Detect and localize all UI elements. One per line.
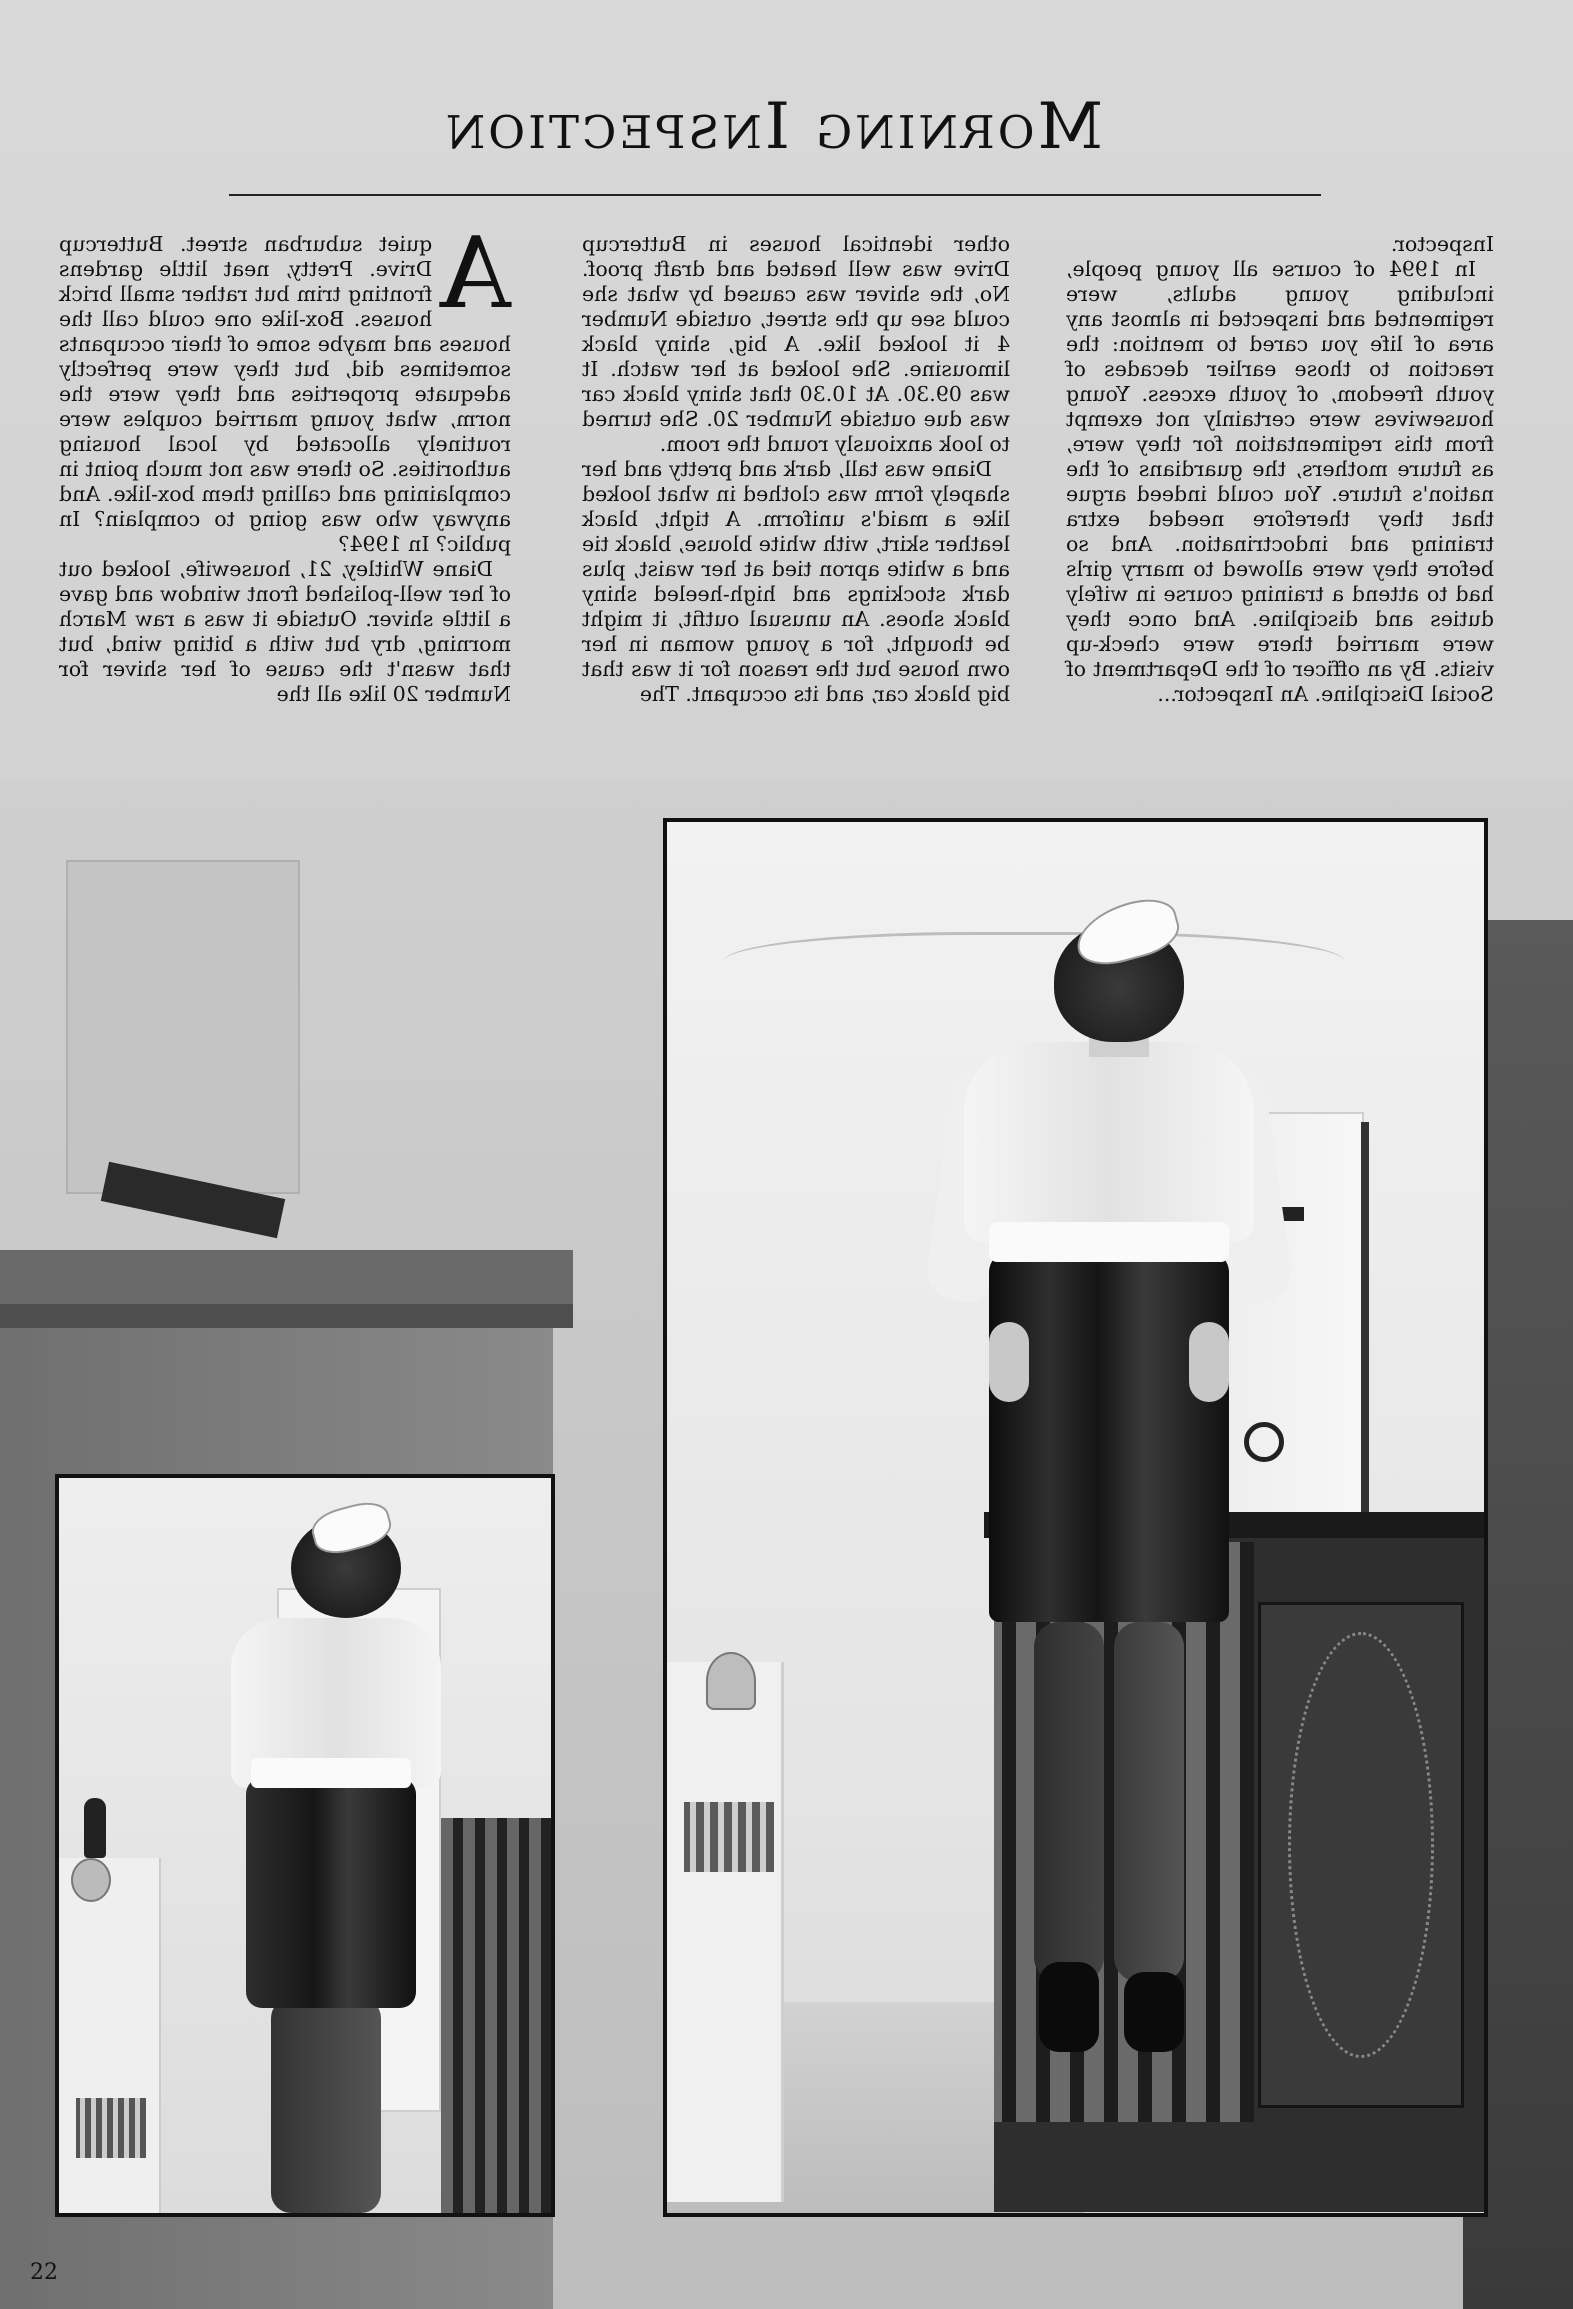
figure-shoe: [1039, 1962, 1099, 2052]
paragraph: In 1994 of course all young people, including young adults, were regimented and inspected in almost any area of life you cared to mention: the reaction to those earlier decades of youth freedom, of youth excess. Young housewives were certainly not exempt from this regimentation for they were, as future mothers, the guardians of the nation's future. You could indeed argue that they therefore needed extra training and indoctrination. And so before they were allowed to marry girls had to attend a training course in wifely duties and discipline. And once they were married there were check-up visits. By an officer of the Department of Social Discipline. An Inspector...: [1066, 257, 1494, 706]
figure-skirt: [246, 1778, 416, 2008]
figure-legs: [271, 1998, 381, 2213]
photo-shelf: [664, 1662, 784, 2202]
paragraph-text: quiet suburban street. Buttercup Drive. Pretty, neat little gardens fronting trim but rather small brick houses. Box-like one could call the houses and maybe some of their occupants sometimes did, but they were perfectly adequate properties and they were the norm, what young married couples were routinely allocated by local housing authorities. So there was not much point in complaining and calling them box-like. And anyway who was going to complain? In public? In 1994?: [59, 232, 511, 556]
photo-books: [76, 2098, 146, 2158]
paragraph: Diane Whitley, 21, housewife, looked out of her well-polished front window and gave a little shiver. Outside it was a raw March morning, dry but with a biting wind, but that wasn't the cause of her shiver for Number 20 like all the: [59, 557, 511, 706]
text-column-2: [582, 232, 1010, 707]
background-door-panel: [66, 860, 300, 1194]
page-number: 22: [30, 2260, 58, 2285]
figure-leg: [1034, 1622, 1104, 1982]
drop-cap: A: [440, 217, 511, 331]
figure-shoe: [1124, 1972, 1184, 2052]
figure-hand: [1189, 1322, 1229, 1402]
text-column-1: [59, 217, 511, 707]
figure-leg: [1114, 1622, 1184, 1982]
paragraph: Diane was tall, dark and pretty and her shapely form was clothed in what looked like a maid's uniform. A tight, black leather skirt, with white blouse, black tie and a white apron tied at her waist, plus dark stockings and high-heeled shiny black shoes. An unusual outfit, it might be thought, for a young woman in her own house but the reason for it was that big black car, and its occupant. The: [582, 457, 1010, 706]
paragraph: Inspector.: [1390, 232, 1494, 256]
inset-photo: [55, 1474, 555, 2217]
figure-skirt: [989, 1252, 1229, 1622]
photo-latch: [1244, 1422, 1284, 1462]
main-photo: [663, 818, 1488, 2217]
title-rule: [229, 194, 1321, 196]
photo-books: [684, 1802, 774, 1872]
photo-bed-inlay: [1288, 1632, 1434, 2058]
photo-clock: [71, 1858, 111, 1902]
figure-blouse: [964, 1042, 1254, 1242]
photo-clock: [706, 1652, 756, 1710]
background-ledge-shadow: [0, 1304, 573, 1328]
figure-apron: [251, 1758, 411, 1788]
photo-statue: [84, 1798, 106, 1858]
background-ledge: [0, 1250, 573, 1304]
photo-bed: [441, 1818, 551, 2213]
paragraph: other identical houses in Buttercup Drive was well heated and draft proof. No, the shiver was caused by what she could see up the street, outside Number 4 it looked like. A big, shiny black limousine. She looked at her watch. It was 09.30. At 10.30 that shiny black car was due outside Number 20. She turned to look anxiously round the room.: [582, 232, 1010, 456]
photo-arch: [724, 932, 1344, 1005]
figure-apron: [989, 1222, 1229, 1262]
article-title: Morning Inspection: [442, 90, 1104, 164]
photo-shelf: [57, 1858, 161, 2213]
figure-hand: [989, 1322, 1029, 1402]
paragraph: [59, 217, 511, 557]
text-column-3: [1066, 232, 1494, 707]
